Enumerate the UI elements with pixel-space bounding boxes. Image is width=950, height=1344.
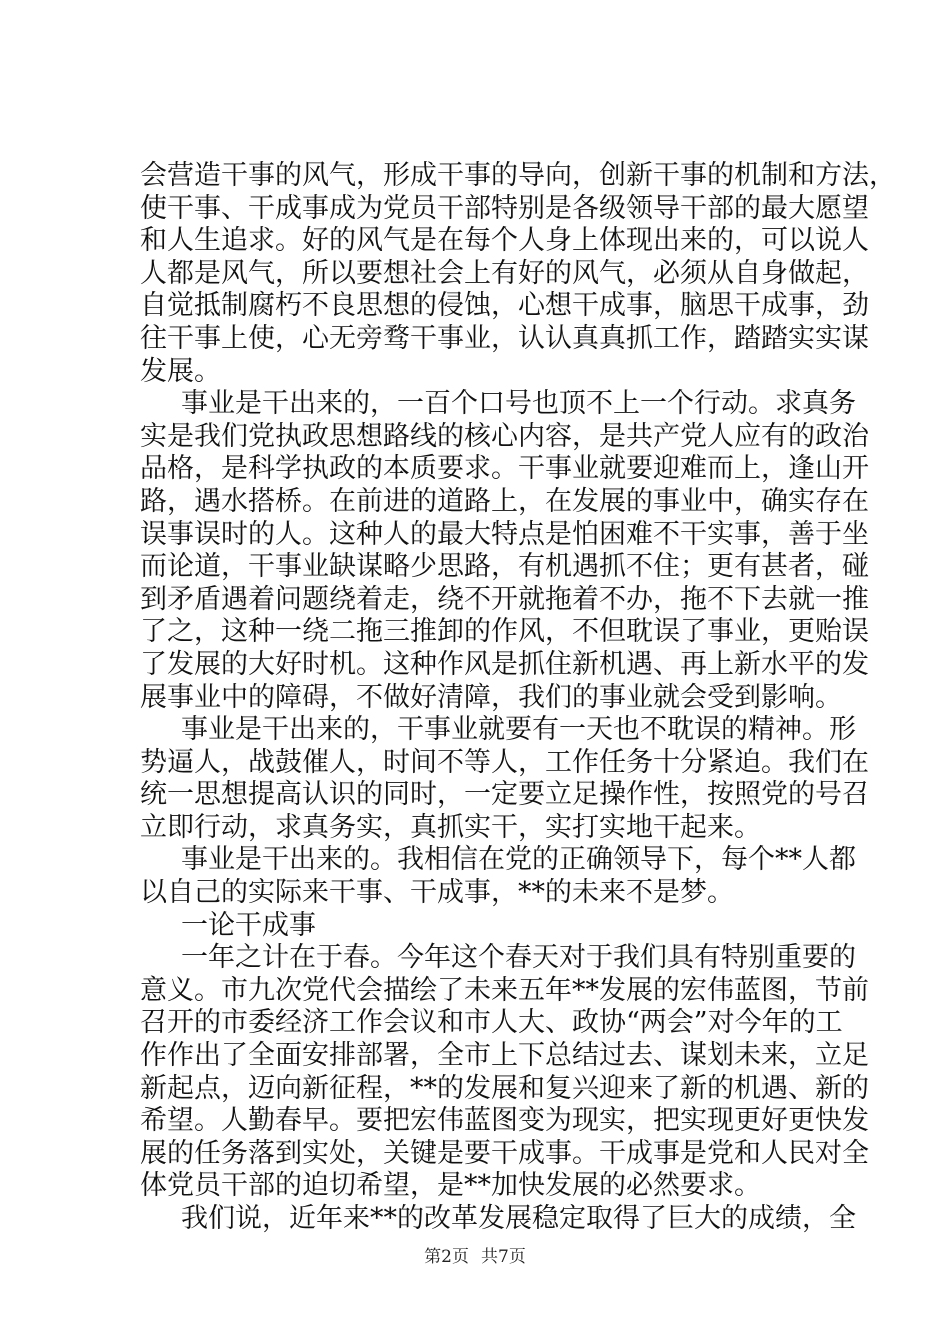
text-line: 展的任务落到实处，关键是要干成事。干成事是党和人民对全 xyxy=(140,1137,869,1169)
text-line: 一论干成事 xyxy=(181,909,316,941)
text-line: 误事误时的人。这种人的最大特点是怕困难不干实事，善于坐 xyxy=(140,518,869,550)
page-number: 第2页 xyxy=(424,1247,469,1267)
text-line: 使干事、干成事成为党员干部特别是各级领导干部的最大愿望 xyxy=(140,192,869,224)
document-body xyxy=(140,160,896,1236)
text-line: 事业是干出来的，干事业就要有一天也不耽误的精神。形 xyxy=(181,714,856,746)
text-line: 往干事上使，心无旁骛干事业，认认真真抓工作，踏踏实实谋 xyxy=(140,322,869,354)
text-line: 到矛盾遇着问题绕着走，绕不开就拖着不办，拖不下去就一推 xyxy=(140,583,869,615)
text-line: 体党员干部的迫切希望，是**加快发展的必然要求。 xyxy=(140,1170,761,1202)
page-footer xyxy=(0,1242,950,1267)
text-line: 事业是干出来的，一百个口号也顶不上一个行动。求真务 xyxy=(181,388,856,420)
text-line: 品格，是科学执政的本质要求。干事业就要迎难而上，逢山开 xyxy=(140,453,869,485)
text-line: 作作出了全面安排部署，全市上下总结过去、谋划未来，立足 xyxy=(140,1040,869,1072)
page-total: 共7页 xyxy=(481,1247,526,1267)
text-line: 我们说，近年来**的改革发展稳定取得了巨大的成绩，全 xyxy=(181,1203,856,1234)
text-line: 召开的市委经济工作会议和市人大、政协“两会”对今年的工 xyxy=(140,1007,843,1039)
text-line: 以自己的实际来干事、干成事，**的未来不是梦。 xyxy=(140,877,734,909)
text-line: 路，遇水搭桥。在前进的道路上，在发展的事业中，确实存在 xyxy=(140,485,869,517)
text-line: 立即行动，求真务实，真抓实干，实打实地干起来。 xyxy=(140,811,761,843)
text-line: 人都是风气，所以要想社会上有好的风气，必须从自身做起， xyxy=(140,257,869,289)
text-line: 事业是干出来的。我相信在党的正确领导下，每个**人都 xyxy=(181,844,856,876)
text-line: 希望。人勤春早。要把宏伟蓝图变为现实，把实现更好更快发 xyxy=(140,1105,869,1137)
text-line: 会营造干事的风气，形成干事的导向，创新干事的机制和方法， xyxy=(140,160,896,191)
text-line: 了发展的大好时机。这种作风是抓住新机遇、再上新水平的发 xyxy=(140,648,869,680)
text-line: 势逼人，战鼓催人，时间不等人，工作任务十分紧迫。我们在 xyxy=(140,746,869,778)
text-line: 展事业中的障碍，不做好清障，我们的事业就会受到影响。 xyxy=(140,681,842,713)
text-line: 而论道，干事业缺谋略少思路，有机遇抓不住；更有甚者，碰 xyxy=(140,551,869,583)
text-line: 和人生追求。好的风气是在每个人身上体现出来的，可以说人 xyxy=(140,225,869,257)
text-line: 意义。市九次党代会描绘了未来五年**发展的宏伟蓝图，节前 xyxy=(140,974,869,1006)
text-line: 新起点，迈向新征程，**的发展和复兴迎来了新的机遇、新的 xyxy=(140,1072,869,1104)
text-line: 一年之计在于春。今年这个春天对于我们具有特别重要的 xyxy=(181,942,856,974)
text-line: 自觉抵制腐朽不良思想的侵蚀，心想干成事，脑思干成事，劲 xyxy=(140,290,869,322)
text-line: 发展。 xyxy=(140,355,221,387)
text-line: 了之，这种一绕二拖三推卸的作风，不但耽误了事业，更贻误 xyxy=(140,616,869,648)
text-line: 统一思想提高认识的同时，一定要立足操作性，按照党的号召 xyxy=(140,779,869,811)
text-line: 实是我们党执政思想路线的核心内容，是共产党人应有的政治 xyxy=(140,420,869,452)
